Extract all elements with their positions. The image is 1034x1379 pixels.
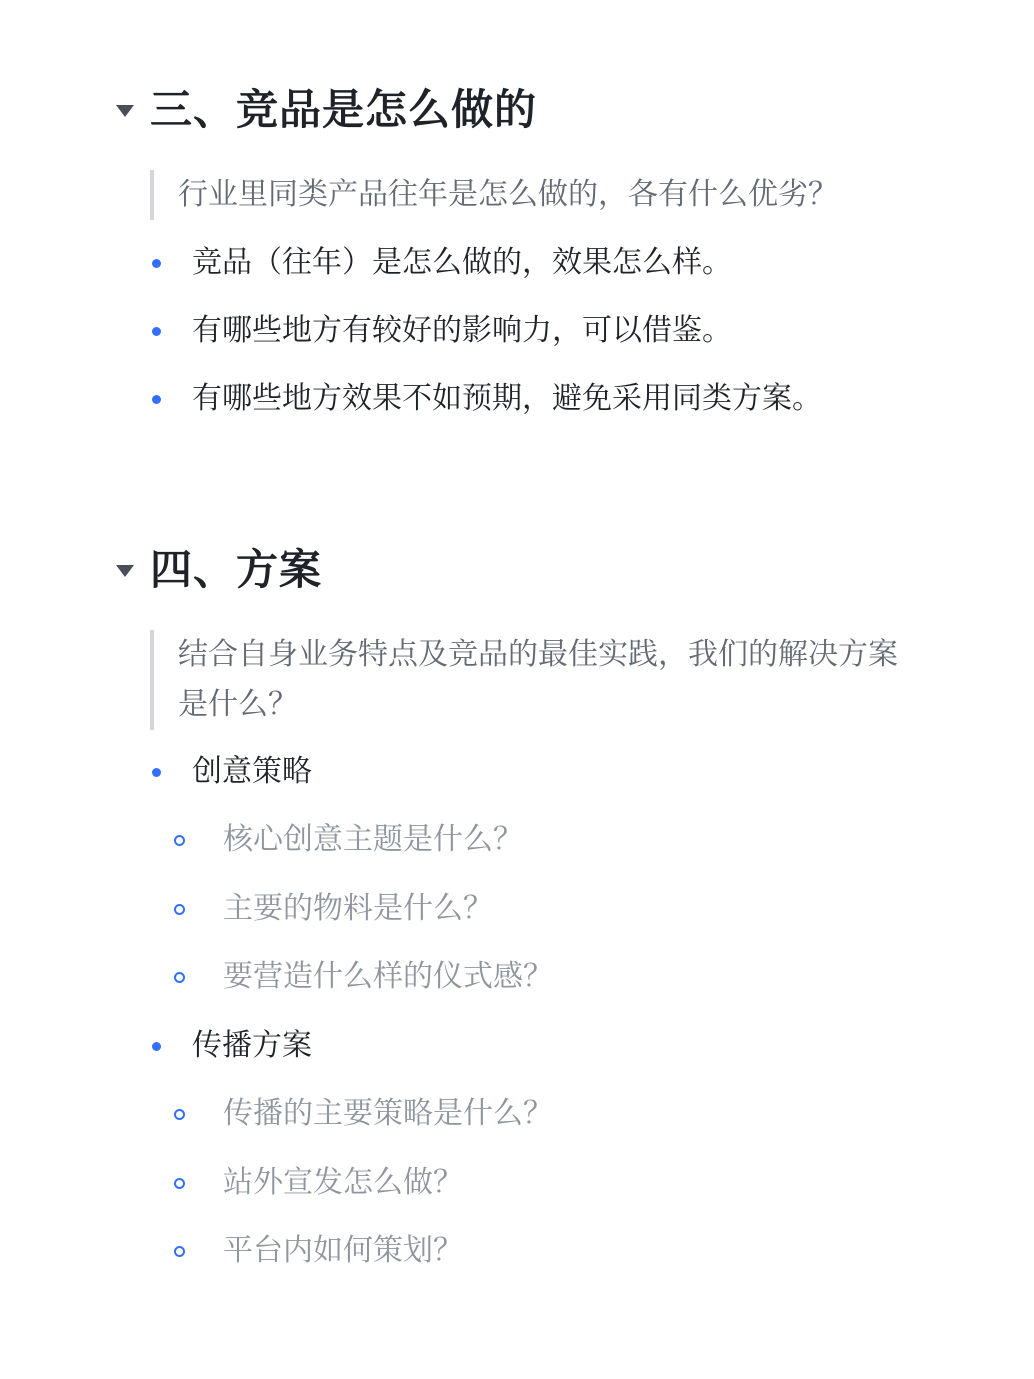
list-item — [150, 306, 1010, 356]
sub-bullet-icon — [174, 904, 185, 915]
list-item-text: 传播方案 — [192, 1028, 312, 1063]
section-4-title: 四、方案 — [150, 545, 323, 594]
sub-bullet-icon — [174, 1109, 185, 1120]
sub-list-item-text: 平台内如何策划？ — [223, 1233, 463, 1268]
sub-list-item — [174, 815, 1004, 865]
sub-bullet-icon — [174, 972, 185, 983]
sub-list-item — [174, 1089, 1004, 1139]
sub-bullet-icon — [174, 1246, 185, 1257]
list-item — [150, 747, 1010, 797]
sub-list-item-text: 核心创意主题是什么？ — [223, 822, 523, 857]
section-3-quote: 行业里同类产品往年是怎么做的，各有什么优劣？ — [150, 170, 898, 220]
bullet-icon — [152, 259, 161, 268]
section-4-heading — [0, 540, 1034, 600]
sub-list-item — [174, 952, 1004, 1002]
list-item-text: 竞品（往年）是怎么做的，效果怎么样。 — [192, 245, 732, 280]
bullet-icon — [152, 768, 161, 777]
collapse-toggle-icon[interactable] — [116, 105, 134, 117]
bullet-icon — [152, 327, 161, 336]
list-item — [150, 1021, 1010, 1071]
sub-bullet-icon — [174, 1178, 185, 1189]
sub-list-item-text: 要营造什么样的仪式感？ — [223, 959, 553, 994]
sub-list-item-text: 传播的主要策略是什么？ — [223, 1096, 553, 1131]
sub-list-item — [174, 1226, 1004, 1276]
sub-list-item-text: 主要的物料是什么？ — [223, 891, 493, 926]
section-3-heading — [0, 80, 1034, 140]
collapse-toggle-icon[interactable] — [116, 565, 134, 577]
bullet-icon — [152, 1042, 161, 1051]
sub-list-item — [174, 884, 1004, 934]
section-4-quote: 结合自身业务特点及竞品的最佳实践，我们的解决方案是什么？ — [150, 630, 898, 730]
sub-bullet-icon — [174, 835, 185, 846]
list-item-text: 有哪些地方效果不如预期，避免采用同类方案。 — [192, 381, 822, 416]
list-item — [150, 374, 1010, 424]
section-3-title: 三、竞品是怎么做的 — [150, 85, 538, 134]
list-item-text: 有哪些地方有较好的影响力，可以借鉴。 — [192, 313, 732, 348]
bullet-icon — [152, 395, 161, 404]
sub-list-item-text: 站外宣发怎么做？ — [223, 1165, 463, 1200]
list-item-text: 创意策略 — [192, 754, 312, 789]
sub-list-item — [174, 1158, 1004, 1208]
list-item — [150, 238, 1010, 288]
